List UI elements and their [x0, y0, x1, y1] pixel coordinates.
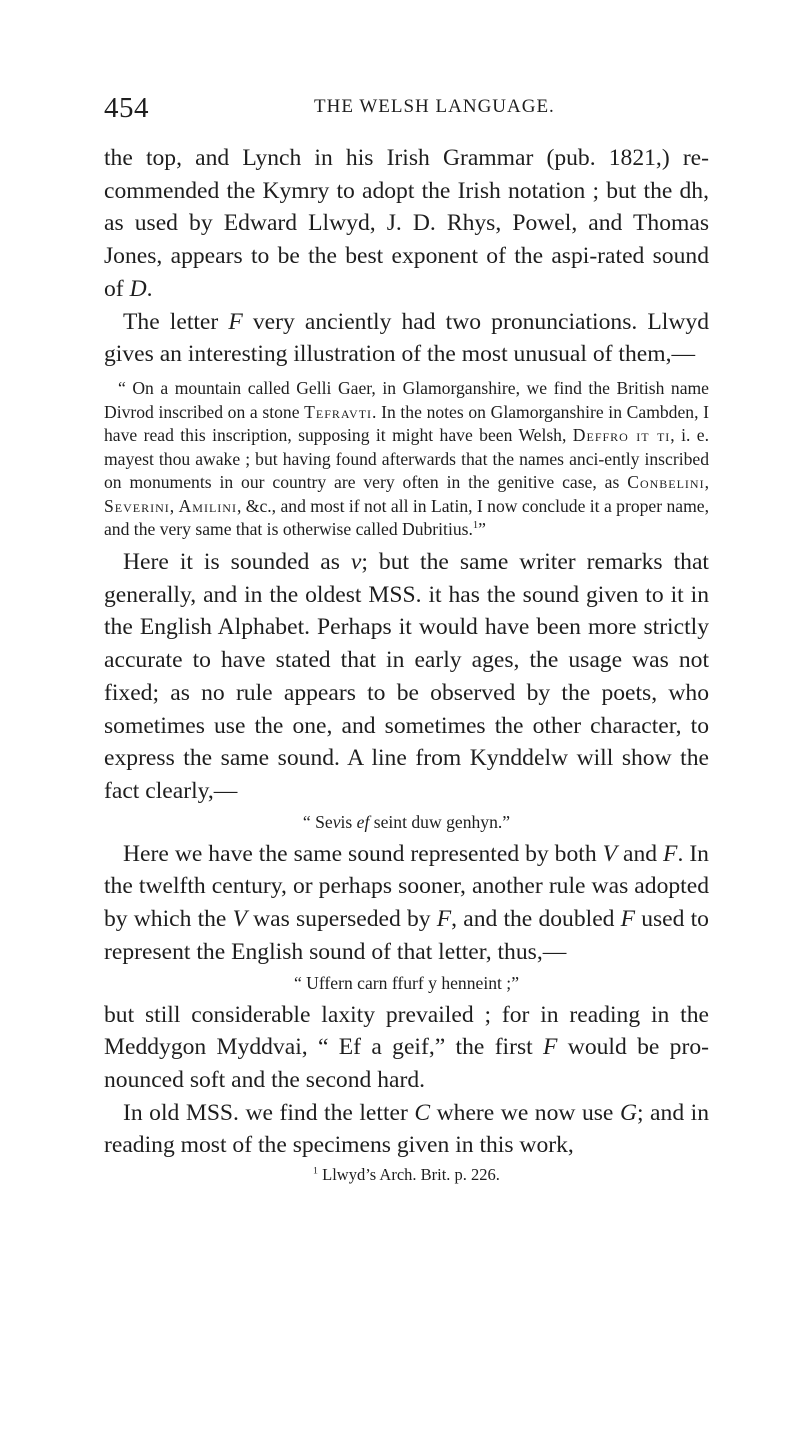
italic-letter: F: [663, 840, 678, 867]
verse-line-2: [104, 971, 709, 995]
text: ,: [704, 472, 709, 493]
italic-letter: v: [350, 549, 362, 576]
italic-letter: C: [414, 1099, 431, 1126]
inscription: Severini: [104, 495, 170, 516]
text: and: [617, 840, 664, 867]
text: “ Uffern carn ffurf y henneint ;”: [293, 972, 520, 993]
footnote-text: Llwyd’s Arch. Brit. p. 226.: [317, 1165, 500, 1185]
text: , and the doubled: [451, 906, 621, 933]
text: ; but the same writer remarks that generally, and in the oldest MSS. it has the sound given to it in the English Alphabet. Perhaps it would have been more strictly accurate to have stated that in early ages, the usage was not fixed; as no rule appears to be observed by the poets, who sometimes use the one, and sometimes the other character, to express the same sound. A line from Kynddelw will show the fact clearly,—: [104, 549, 709, 804]
text: ,: [169, 495, 179, 516]
inscription: Conbelini: [627, 472, 705, 493]
italic-letter: V: [232, 906, 247, 933]
text: . In the notes on Glamorganshire in Cambden, I have read this inscription, supposing it might have been Welsh,: [104, 401, 709, 446]
text: “ On a mountain called Gelli Gaer, in Glamorganshire, we find the British name Divrod inscribed on a stone: [104, 377, 709, 422]
italic-letter: F: [436, 906, 452, 933]
italic-letter: F: [228, 308, 243, 335]
italic-letter: F: [620, 906, 636, 933]
paragraph-6: [104, 1097, 709, 1162]
text: where we now use: [430, 1099, 620, 1126]
text: the top, and Lynch in his Irish Grammar (pub. 1821,) re-commended the Kymry to adopt the Irish notation ; but the dh, as used by Edward Llwyd, J. D. Rhys, Powel, and Thomas Jones, appears to be the best exponent of the aspi-rated sound of: [104, 145, 709, 302]
text: used to represent the English sound of that letter, thus,—: [104, 906, 709, 965]
italic-letter: ef: [356, 811, 370, 832]
italic-letter: F: [543, 1034, 558, 1061]
text: .: [146, 275, 153, 302]
italic-letter: G: [619, 1099, 637, 1126]
running-title: THE WELSH LANGUAGE.: [314, 96, 555, 117]
text: is: [340, 811, 357, 832]
paragraph-1: [104, 142, 709, 306]
footnote: [104, 1164, 709, 1186]
footnote-mark: 1: [313, 1165, 318, 1177]
italic-letter: D: [129, 275, 147, 302]
block-quote: [104, 377, 709, 542]
text: but still considerable laxity prevailed ; for in reading in the Meddygon Myddvai, “ Ef a geif,” the first: [104, 1001, 709, 1061]
page-header: [104, 92, 704, 128]
text: In old MSS. we find the letter: [123, 1099, 415, 1126]
text: , &c., and most if not all in Latin, I now conclude it a proper name, and the very same that is otherwise called Dubritius.: [104, 495, 710, 540]
text: , i. e. mayest thou awake ; but having found afterwards that the names anci-ently inscribed on monuments in our country are very often in the genitive case, as: [104, 425, 709, 493]
verse-line-1: [104, 810, 709, 834]
inscription: Tefravti: [304, 401, 373, 422]
paragraph-3: [104, 546, 709, 808]
text: very anciently had two pronunciations. Llwyd gives an interesting illustration of the most unusual of them,—: [104, 308, 709, 368]
text: Here we have the same sound represented by both: [123, 840, 603, 867]
paragraph-4: [104, 838, 709, 969]
text: “ Se: [302, 811, 333, 832]
page-number: 454: [104, 92, 149, 124]
footnote-ref: 1: [472, 520, 479, 532]
text: . In the twelfth century, or perhaps sooner, another rule was adopted by which the: [104, 840, 709, 933]
text: would be pro-nounced soft and the second hard.: [104, 1034, 709, 1093]
paragraph-5: [104, 999, 709, 1097]
inscription: Amilini: [178, 495, 237, 516]
paragraph-2: [104, 306, 709, 371]
italic-letter: v: [332, 811, 341, 832]
text: ”: [478, 519, 486, 540]
inscription: Deffro it ti: [572, 425, 671, 446]
text: The letter: [123, 308, 229, 335]
page-body: [104, 142, 709, 1186]
text: was superseded by: [246, 906, 437, 933]
text: ; and in reading most of the specimens given in this work,: [104, 1099, 709, 1159]
text: seint duw genhyn.”: [369, 811, 511, 832]
text: Here it is sounded as: [123, 549, 351, 576]
italic-letter: V: [602, 840, 618, 867]
